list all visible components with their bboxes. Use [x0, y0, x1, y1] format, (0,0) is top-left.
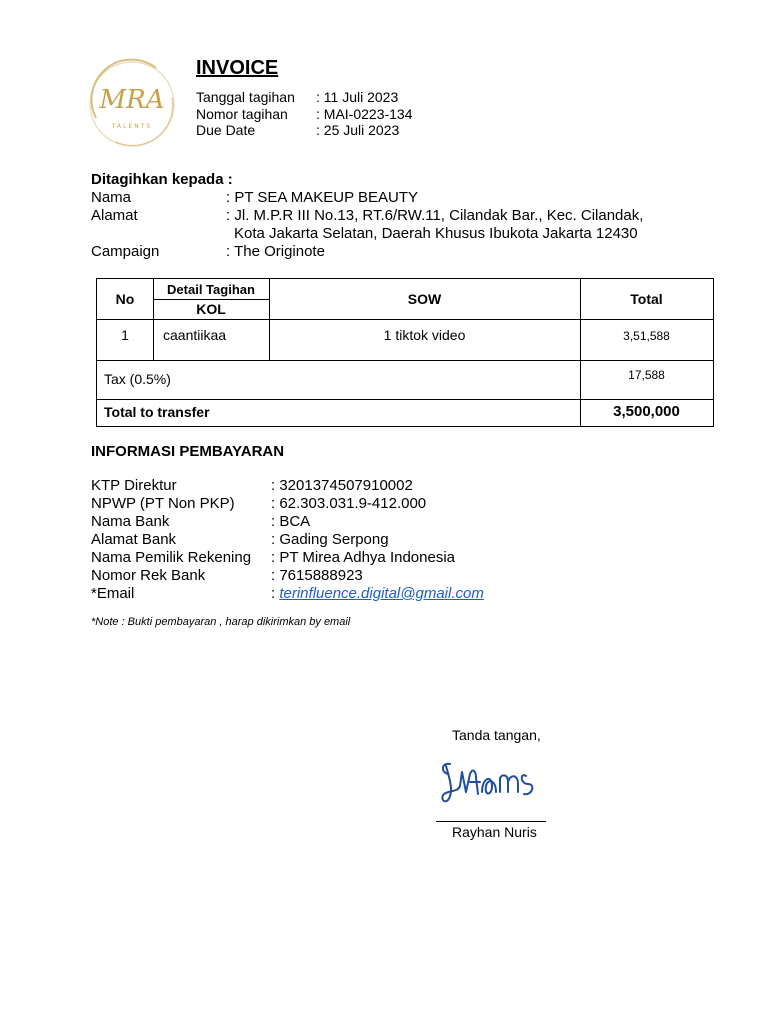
- due-date-value: : 25 Juli 2023: [316, 122, 400, 138]
- due-date-row: [196, 122, 399, 138]
- payment-row-account-number: [91, 567, 363, 584]
- signature-name: Rayhan Nuris: [452, 824, 537, 840]
- signature-image: [436, 752, 546, 810]
- grand-total-label: Total to transfer: [104, 404, 210, 420]
- payment-note: *Note : Bukti pembayaran , harap dikirimkan by email: [91, 616, 351, 628]
- signature-label: Tanda tangan,: [452, 727, 541, 743]
- account-owner-label: Nama Pemilik Rekening: [91, 549, 252, 566]
- billed-name-row: [91, 189, 418, 206]
- billed-campaign-value: : The Originote: [226, 243, 325, 260]
- bank-address-value: : Gading Serpong: [271, 531, 389, 548]
- invoice-number-row: [196, 106, 413, 122]
- bank-value: : BCA: [271, 513, 311, 530]
- billed-name-label: Nama: [91, 189, 132, 206]
- payment-row-bank: [91, 513, 310, 530]
- bank-address-label: Alamat Bank: [91, 531, 177, 548]
- ktp-value: : 3201374507910002: [271, 477, 413, 494]
- header-sow: SOW: [407, 291, 442, 307]
- npwp-value: : 62.303.031.9-412.000: [271, 495, 427, 512]
- billed-campaign-label: Campaign: [91, 243, 160, 260]
- billed-address-value: : Jl. M.P.R III No.13, RT.6/RW.11, Cilandak Bar., Kec. Cilandak,: [226, 207, 644, 224]
- header-no: No: [115, 291, 135, 307]
- row-total: 3,51,588: [623, 329, 670, 343]
- payment-heading: INFORMASI PEMBAYARAN: [91, 443, 285, 460]
- invoice-date-value: : 11 Juli 2023: [316, 89, 399, 105]
- invoice-number-label: Nomor tagihan: [196, 106, 288, 122]
- payment-row-ktp: [91, 477, 413, 494]
- logo-text: MRA: [99, 85, 165, 115]
- billed-address-row: [91, 207, 643, 224]
- payment-row-npwp: [91, 495, 426, 512]
- account-owner-value: : PT Mirea Adhya Indonesia: [271, 549, 455, 566]
- npwp-label: NPWP (PT Non PKP): [91, 495, 235, 512]
- payment-row-bank-address: [91, 531, 389, 548]
- account-number-value: : 7615888923: [271, 567, 363, 584]
- invoice-table: [96, 278, 714, 427]
- signature-line: [436, 821, 546, 822]
- email-link[interactable]: terinfluence.digital@gmail.com: [279, 585, 484, 602]
- ktp-label: KTP Direktur: [91, 477, 177, 494]
- row-no: 1: [121, 327, 129, 343]
- tax-value: 17,588: [628, 368, 665, 382]
- row-sow: 1 tiktok video: [383, 327, 466, 343]
- invoice-date-row: [196, 89, 398, 105]
- email-prefix: :: [271, 585, 280, 602]
- billed-address-continued: Kota Jakarta Selatan, Daerah Khusus Ibukota Jakarta 12430: [234, 225, 638, 242]
- logo-subtext: TALENTS: [111, 123, 153, 130]
- invoice-number-value: : MAI-0223-134: [316, 106, 413, 122]
- invoice-title: INVOICE: [196, 57, 279, 79]
- account-number-label: Nomor Rek Bank: [91, 567, 206, 584]
- grand-total-value: 3,500,000: [613, 403, 680, 420]
- email-label: *Email: [91, 585, 135, 602]
- invoice-date-label: Tanggal tagihan: [196, 89, 295, 105]
- header-kol: KOL: [196, 301, 226, 317]
- due-date-label: Due Date: [196, 122, 256, 138]
- billed-name-value: : PT SEA MAKEUP BEAUTY: [226, 189, 419, 206]
- billed-to-heading: Ditagihkan kepada :: [91, 171, 233, 188]
- row-kol: caantiikaa: [163, 327, 227, 343]
- payment-row-email: [91, 585, 484, 602]
- billed-address-label: Alamat: [91, 207, 138, 224]
- tax-label: Tax (0.5%): [104, 371, 171, 387]
- header-total: Total: [630, 291, 663, 307]
- header-detail: Detail Tagihan: [167, 281, 255, 297]
- payment-row-account-owner: [91, 549, 455, 566]
- billed-campaign-row: [91, 243, 325, 260]
- bank-label: Nama Bank: [91, 513, 170, 530]
- company-logo: [86, 58, 178, 150]
